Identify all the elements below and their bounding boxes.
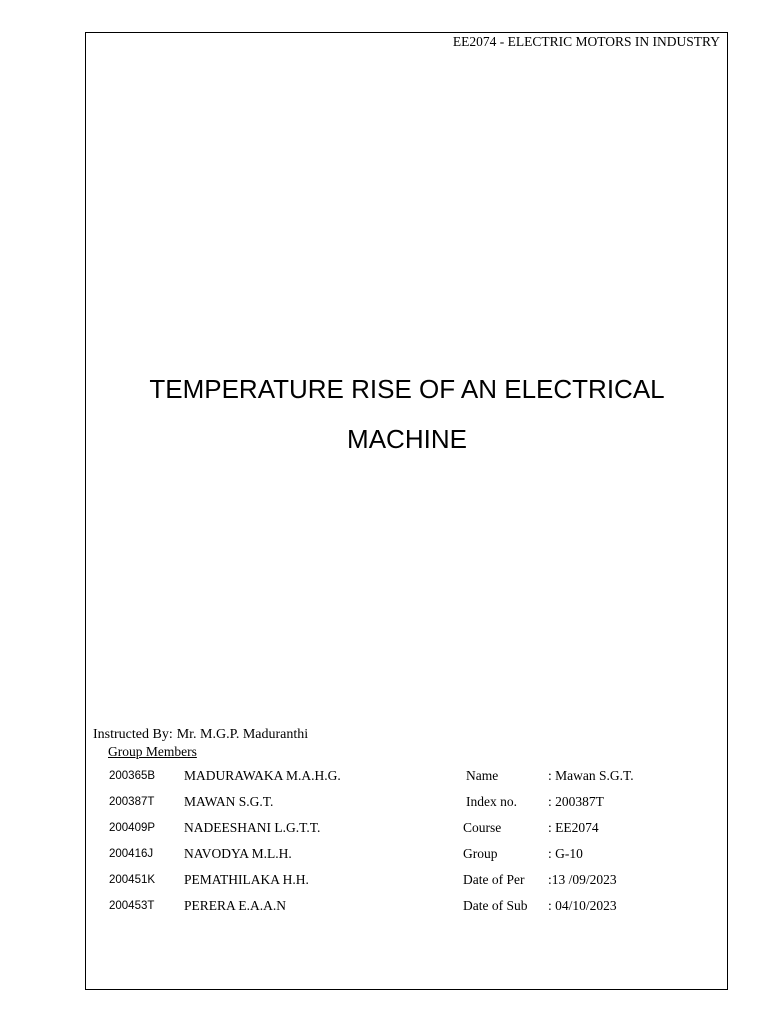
member-id: 200409P bbox=[109, 822, 156, 834]
info-value: : G-10 bbox=[548, 846, 583, 861]
member-id: 200453T bbox=[109, 900, 155, 912]
info-label: Date of Sub bbox=[463, 898, 528, 913]
info-label: Course bbox=[463, 820, 502, 835]
info-label: Index no. bbox=[466, 794, 517, 809]
member-name: MAWAN S.G.T. bbox=[184, 794, 274, 809]
member-name: PEMATHILAKA H.H. bbox=[184, 872, 309, 887]
info-value: :13 /09/2023 bbox=[548, 872, 617, 887]
member-id: 200451K bbox=[109, 874, 156, 886]
report-title-line-2: MACHINE bbox=[347, 424, 467, 454]
instructor-line bbox=[93, 727, 308, 743]
info-value: : Mawan S.G.T. bbox=[548, 768, 634, 783]
member-id: 200365B bbox=[109, 770, 156, 782]
info-value: : 04/10/2023 bbox=[548, 898, 617, 913]
info-value: : EE2074 bbox=[548, 820, 599, 835]
instructor-name: Mr. M.G.P. Maduranthi bbox=[176, 727, 309, 742]
info-value: : 200387T bbox=[548, 794, 604, 809]
page-border bbox=[85, 32, 728, 990]
info-label: Group bbox=[463, 846, 498, 861]
info-label: Name bbox=[466, 768, 499, 783]
instructor-label: Instructed By: bbox=[93, 727, 173, 742]
member-name: NADEESHANI L.G.T.T. bbox=[184, 820, 321, 835]
group-members-heading: Group Members bbox=[108, 744, 197, 759]
member-name: NAVODYA M.L.H. bbox=[184, 846, 292, 861]
member-name: MADURAWAKA M.A.H.G. bbox=[184, 768, 341, 783]
member-id: 200387T bbox=[109, 796, 155, 808]
member-name: PERERA E.A.A.N bbox=[184, 898, 287, 913]
course-header: EE2074 - ELECTRIC MOTORS IN INDUSTRY bbox=[452, 34, 720, 49]
info-label: Date of Per bbox=[463, 872, 525, 887]
member-id: 200416J bbox=[109, 848, 154, 860]
report-title-line-1: TEMPERATURE RISE OF AN ELECTRICAL bbox=[149, 374, 665, 404]
